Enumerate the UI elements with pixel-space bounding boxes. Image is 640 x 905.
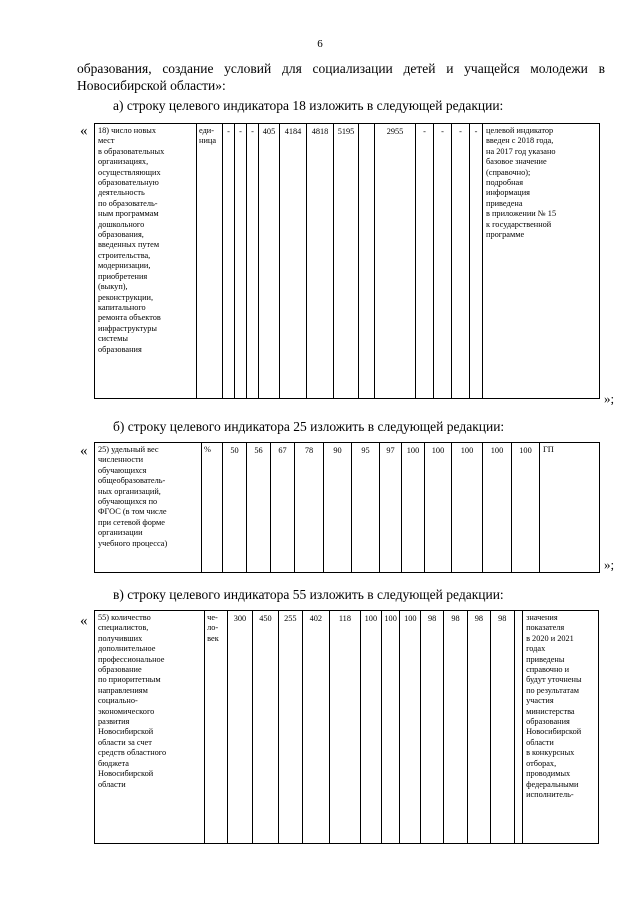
value-cell: 100 bbox=[381, 611, 400, 844]
closing-quote-a: »; bbox=[604, 391, 615, 406]
value-cell: 50 bbox=[223, 443, 247, 573]
note-cell: ГП bbox=[540, 443, 600, 573]
value-cell bbox=[514, 611, 522, 844]
indicator-table-25 bbox=[94, 442, 600, 573]
value-cell: 405 bbox=[259, 124, 280, 399]
value-cell: 255 bbox=[278, 611, 302, 844]
value-cell: 4184 bbox=[280, 124, 307, 399]
indicator-name: 55) количество специалистов, получивших дополнительное профессиональное образование по приоритетным направлениям социально- экономического развития Новосибирской области за счет средств областного бюджета Новосибирской области bbox=[95, 611, 205, 844]
value-cell: 100 bbox=[425, 443, 452, 573]
value-cell: 100 bbox=[402, 443, 425, 573]
value-cell: 2955 bbox=[375, 124, 416, 399]
value-cell: 118 bbox=[329, 611, 360, 844]
section-heading-a: а) строку целевого индикатора 18 изложить в следующей редакции: bbox=[113, 98, 504, 113]
note-cell: значения показателя в 2020 и 2021 годах приведены справочно и будут уточнены по результатам участия министерства образования Новосибирской области в конкурсных отборах, проводимых федеральными исполнитель- bbox=[523, 611, 599, 844]
value-cell: 95 bbox=[352, 443, 380, 573]
value-cell: - bbox=[470, 124, 483, 399]
value-cell: 300 bbox=[228, 611, 253, 844]
value-cell: 90 bbox=[324, 443, 352, 573]
indicator-name: 18) число новых мест в образовательных организациях, осуществляющих образовательную деятельность по образователь- ным программам дошкольного образования, введенных путем строительства, модернизации, приобретения (выкуп), реконструкции, капитального ремонта объектов инфраструктуры системы образования bbox=[95, 124, 197, 399]
page-number: 6 bbox=[317, 38, 323, 50]
unit-cell: че- ло- век bbox=[205, 611, 228, 844]
value-cell: 100 bbox=[360, 611, 381, 844]
value-cell: 100 bbox=[400, 611, 421, 844]
section-heading-b: б) строку целевого индикатора 25 изложить в следующей редакции: bbox=[113, 419, 505, 434]
opening-quote-a: « bbox=[80, 123, 88, 139]
value-cell: 100 bbox=[452, 443, 483, 573]
value-cell: - bbox=[452, 124, 470, 399]
value-cell: - bbox=[223, 124, 235, 399]
value-cell: - bbox=[416, 124, 434, 399]
value-cell: 78 bbox=[295, 443, 324, 573]
value-cell: 5195 bbox=[334, 124, 359, 399]
value-cell: 4818 bbox=[307, 124, 334, 399]
intro-paragraph: образования, создание условий для социализации детей и учащейся молодежи в Новосибирской области»: bbox=[77, 61, 605, 93]
value-cell: - bbox=[247, 124, 259, 399]
value-cell: 98 bbox=[444, 611, 468, 844]
value-cell: 100 bbox=[483, 443, 512, 573]
indicator-table-18 bbox=[94, 123, 600, 399]
note-cell: целевой индикатор введен с 2018 года, на 2017 год указано базовое значение (справочно); подробная информация приведена в приложении № 15 к государственной программе bbox=[483, 124, 600, 399]
value-cell bbox=[359, 124, 375, 399]
indicator-table-55 bbox=[94, 610, 599, 844]
section-heading-c: в) строку целевого индикатора 55 изложить в следующей редакции: bbox=[113, 587, 504, 602]
indicator-name: 25) удельный вес численности обучающихся общеобразователь- ных организаций, обучающихся по ФГОС (в том числе при сетевой форме организации учебного процесса) bbox=[95, 443, 202, 573]
value-cell: 97 bbox=[380, 443, 402, 573]
value-cell: 67 bbox=[271, 443, 295, 573]
value-cell: 402 bbox=[302, 611, 329, 844]
value-cell: 98 bbox=[490, 611, 514, 844]
opening-quote-b: « bbox=[80, 443, 88, 459]
opening-quote-c: « bbox=[80, 613, 88, 629]
value-cell: 56 bbox=[247, 443, 271, 573]
value-cell: 98 bbox=[468, 611, 491, 844]
value-cell: 100 bbox=[512, 443, 540, 573]
unit-cell: % bbox=[202, 443, 223, 573]
value-cell: - bbox=[235, 124, 247, 399]
value-cell: 98 bbox=[421, 611, 444, 844]
unit-cell: еди- ница bbox=[197, 124, 223, 399]
value-cell: - bbox=[434, 124, 452, 399]
value-cell: 450 bbox=[252, 611, 278, 844]
closing-quote-b: »; bbox=[604, 557, 615, 572]
